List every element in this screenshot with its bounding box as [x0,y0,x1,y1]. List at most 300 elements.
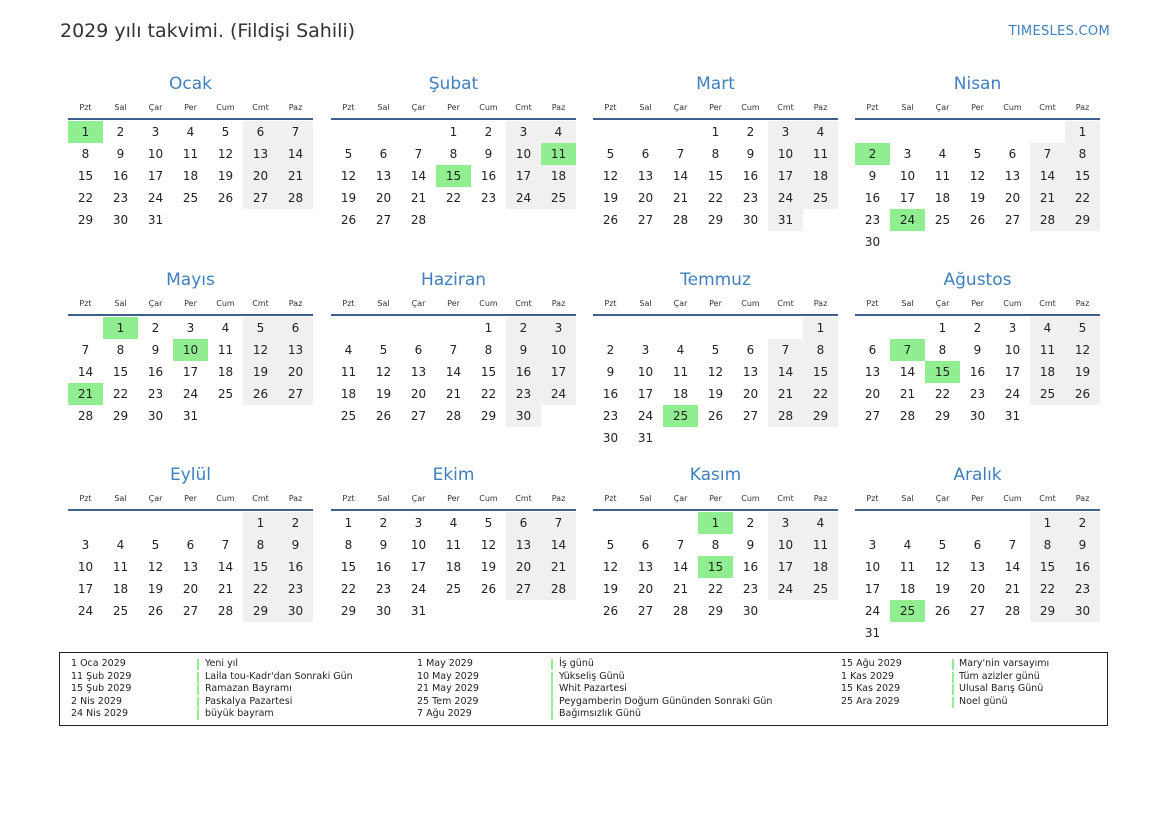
day-cell: 12 [375,365,392,379]
day-cell: 18 [541,165,576,187]
weekday-header: Cum [1003,103,1022,112]
day-cell: 15 [803,361,838,383]
day-cell: 25 [934,213,951,227]
weekday-header: Per [184,103,197,112]
day-cell: 25 [340,409,357,423]
day-cell: 2 [278,512,313,534]
weekday-header: Sal [114,494,127,503]
day-cell: 15 [1065,165,1100,187]
day-cell: 20 [637,191,654,205]
month-divider [855,314,1100,316]
weekday-header: Per [709,103,722,112]
day-cell: 16 [602,387,619,401]
day-cell: 14 [410,169,427,183]
day-cell: 20 [742,387,759,401]
weekday-header: Cum [216,494,235,503]
weekday-header: Paz [1075,299,1090,308]
day-cell: 10 [410,538,427,552]
weekday-header: Cmt [252,103,269,112]
day-cell: 20 [506,556,541,578]
day-cell: 13 [637,560,654,574]
day-cell: 9 [746,147,755,161]
day-cell: 7 [81,343,90,357]
day-cell: 12 [340,169,357,183]
weekday-header: Per [184,299,197,308]
weekday-header: Cmt [1039,494,1056,503]
weekday-header: Per [971,103,984,112]
day-cell: 23 [602,409,619,423]
day-cell: 9 [973,343,982,357]
day-cell: 12 [707,365,724,379]
day-cell: 17 [768,556,803,578]
day-cell: 5 [938,538,947,552]
day-cell: 29 [707,213,724,227]
legend-marker [197,697,199,708]
day-cell: 21 [768,383,803,405]
day-cell: 16 [1065,556,1100,578]
legend-date: 1 Oca 2029 [71,658,126,669]
day-cell: 21 [1004,582,1021,596]
day-cell: 19 [340,191,357,205]
day-cell: 18 [803,556,838,578]
day-cell: 31 [147,213,164,227]
day-cell: 7 [676,147,685,161]
weekday-header: Pzt [604,494,617,503]
day-cell: 6 [641,538,650,552]
day-cell: 31 [1004,409,1021,423]
day-cell: 19 [243,361,278,383]
day-cell: 24 [1004,387,1021,401]
day-cell: 28 [1030,209,1065,231]
legend-date: 25 Tem 2029 [417,695,479,707]
month-name: Eylül [169,465,212,485]
legend-date: 15 Şub 2029 [71,683,132,695]
day-cell: 4 [116,538,125,552]
day-cell: 12 [147,560,164,574]
day-cell: 25 [445,582,462,596]
day-cell: 6 [186,538,195,552]
day-cell: 20 [969,582,986,596]
day-cell: 6 [641,147,650,161]
day-cell: 25 [541,187,576,209]
day-cell: 7 [414,147,423,161]
day-cell: 11 [934,169,951,183]
day-cell: 27 [410,409,427,423]
day-cell: 26 [217,191,234,205]
day-cell: 13 [410,365,427,379]
day-cell: 22 [803,383,838,405]
day-cell: 3 [414,516,423,530]
legend-holiday-name: Ulusal Barış Günü [959,683,1044,695]
day-cell: 17 [768,165,803,187]
weekday-header: Paz [1075,103,1090,112]
day-cell: 21 [672,191,689,205]
day-cell: 30 [147,409,164,423]
weekday-header: Paz [813,299,828,308]
day-cell: 29 [934,409,951,423]
day-cell: 2 [379,516,388,530]
holiday-day-cell: 10 [173,339,208,361]
day-cell: 30 [742,604,759,618]
legend-holiday-name: Mary'nin varsayımı [959,658,1050,669]
day-cell: 2 [484,125,493,139]
weekday-header: Sal [901,494,914,503]
day-cell: 1 [1030,512,1065,534]
day-cell: 24 [637,409,654,423]
legend-holiday-name: Yeni yıl [205,658,238,669]
day-cell: 28 [77,409,94,423]
day-cell: 4 [803,512,838,534]
day-cell: 22 [934,387,951,401]
day-cell: 7 [1008,538,1017,552]
day-cell: 7 [278,121,313,143]
legend-marker [197,672,199,683]
legend-holiday-name: Laila tou-Kadr'dan Sonraki Gün [205,670,353,682]
weekday-header: Cmt [1039,299,1056,308]
day-cell: 2 [1065,512,1100,534]
day-cell: 14 [445,365,462,379]
month-divider [593,509,838,511]
day-cell: 29 [803,405,838,427]
day-cell: 10 [77,560,94,574]
day-cell: 26 [147,604,164,618]
day-cell: 23 [742,191,759,205]
day-cell: 15 [707,169,724,183]
weekday-header: Per [447,494,460,503]
day-cell: 30 [742,213,759,227]
day-cell: 3 [1008,321,1017,335]
day-cell: 8 [1065,143,1100,165]
day-cell: 8 [711,147,720,161]
brand-link[interactable]: TIMESLES.COM [1008,24,1110,39]
day-cell: 12 [480,538,497,552]
day-cell: 23 [375,582,392,596]
day-cell: 26 [1065,383,1100,405]
day-cell: 5 [484,516,493,530]
weekday-header: Cmt [252,299,269,308]
weekday-header: Cum [741,103,760,112]
holiday-day-cell: 21 [68,383,103,405]
day-cell: 30 [1065,600,1100,622]
day-cell: 29 [77,213,94,227]
month-name: Kasım [689,465,742,485]
legend-date: 2 Nis 2029 [71,695,122,707]
day-cell: 17 [77,582,94,596]
day-cell: 14 [768,361,803,383]
day-cell: 17 [410,560,427,574]
day-cell: 19 [602,582,619,596]
legend-holiday-name: Noel günü [959,695,1008,707]
day-cell: 25 [217,387,234,401]
day-cell: 6 [506,512,541,534]
holiday-day-cell: 1 [698,512,733,534]
weekday-header: Cmt [252,494,269,503]
day-cell: 5 [606,147,615,161]
weekday-header: Çar [673,494,688,503]
weekday-header: Cum [216,103,235,112]
day-cell: 27 [278,383,313,405]
day-cell: 14 [672,560,689,574]
day-cell: 31 [182,409,199,423]
day-cell: 19 [969,191,986,205]
day-cell: 8 [711,538,720,552]
weekday-header: Sal [639,299,652,308]
month-name: Aralık [953,465,1002,485]
holiday-day-cell: 25 [663,405,698,427]
day-cell: 2 [506,317,541,339]
day-cell: 9 [1065,534,1100,556]
day-cell: 11 [445,538,462,552]
holiday-day-cell: 7 [890,339,925,361]
weekday-header: Pzt [866,103,879,112]
day-cell: 22 [707,191,724,205]
day-cell: 13 [742,365,759,379]
day-cell: 19 [602,191,619,205]
day-cell: 19 [375,387,392,401]
day-cell: 26 [707,409,724,423]
day-cell: 22 [243,578,278,600]
weekday-header: Paz [288,103,303,112]
day-cell: 1 [484,321,493,335]
day-cell: 8 [116,343,125,357]
day-cell: 29 [243,600,278,622]
day-cell: 6 [1008,147,1017,161]
legend-date: 1 May 2029 [417,658,473,669]
weekday-header: Paz [1075,494,1090,503]
day-cell: 25 [1030,383,1065,405]
day-cell: 7 [449,343,458,357]
day-cell: 11 [803,143,838,165]
day-cell: 25 [182,191,199,205]
day-cell: 22 [480,387,497,401]
day-cell: 8 [803,339,838,361]
day-cell: 23 [147,387,164,401]
day-cell: 10 [147,147,164,161]
day-cell: 27 [506,578,541,600]
month-divider [68,118,313,120]
weekday-header: Per [971,299,984,308]
day-cell: 28 [217,604,234,618]
month-divider [331,118,576,120]
day-cell: 21 [1030,187,1065,209]
page-title: 2029 yılı takvimi. (Fildişi Sahili) [60,20,356,42]
weekday-header: Cmt [777,299,794,308]
day-cell: 27 [637,604,654,618]
day-cell: 13 [864,365,881,379]
day-cell: 20 [375,191,392,205]
day-cell: 26 [243,383,278,405]
day-cell: 28 [1004,604,1021,618]
day-cell: 20 [864,387,881,401]
day-cell: 9 [746,538,755,552]
day-cell: 3 [768,121,803,143]
day-cell: 10 [768,534,803,556]
weekday-header: Çar [411,494,426,503]
day-cell: 29 [112,409,129,423]
day-cell: 23 [480,191,497,205]
day-cell: 4 [344,343,353,357]
day-cell: 18 [899,582,916,596]
day-cell: 12 [934,560,951,574]
weekday-header: Cum [479,299,498,308]
day-cell: 19 [934,582,951,596]
day-cell: 13 [278,339,313,361]
legend-date: 11 Şub 2029 [71,670,132,682]
day-cell: 7 [221,538,230,552]
day-cell: 11 [182,147,199,161]
day-cell: 18 [803,165,838,187]
day-cell: 6 [379,147,388,161]
day-cell: 8 [243,534,278,556]
day-cell: 17 [899,191,916,205]
day-cell: 14 [1004,560,1021,574]
day-cell: 27 [1004,213,1021,227]
day-cell: 19 [147,582,164,596]
day-cell: 5 [221,125,230,139]
day-cell: 15 [243,556,278,578]
legend-marker [952,697,954,708]
legend-date: 1 Kas 2029 [841,670,895,682]
day-cell: 17 [541,361,576,383]
day-cell: 15 [112,365,129,379]
day-cell: 1 [344,516,353,530]
legend-date: 21 May 2029 [417,683,479,695]
weekday-header: Sal [639,103,652,112]
day-cell: 5 [344,147,353,161]
day-cell: 28 [278,187,313,209]
day-cell: 28 [672,604,689,618]
day-cell: 26 [340,213,357,227]
holiday-day-cell: 25 [890,600,925,622]
day-cell: 13 [182,560,199,574]
day-cell: 18 [112,582,129,596]
weekday-header: Cum [479,103,498,112]
day-cell: 24 [768,187,803,209]
day-cell: 22 [1065,187,1100,209]
day-cell: 22 [707,582,724,596]
day-cell: 2 [116,125,125,139]
legend-marker [551,709,553,720]
day-cell: 21 [672,582,689,596]
weekday-header: Pzt [604,103,617,112]
day-cell: 18 [445,560,462,574]
day-cell: 3 [903,147,912,161]
day-cell: 10 [864,560,881,574]
day-cell: 14 [899,365,916,379]
day-cell: 9 [116,147,125,161]
day-cell: 1 [711,125,720,139]
weekday-header: Paz [551,103,566,112]
day-cell: 20 [243,165,278,187]
day-cell: 24 [77,604,94,618]
legend-holiday-name: büyük bayram [205,708,274,720]
weekday-header: Cum [479,494,498,503]
day-cell: 16 [969,365,986,379]
day-cell: 31 [410,604,427,618]
weekday-header: Sal [901,299,914,308]
legend-holiday-name: Bağımsızlık Günü [559,708,642,720]
day-cell: 2 [606,343,615,357]
day-cell: 16 [742,560,759,574]
weekday-header: Per [447,103,460,112]
day-cell: 9 [606,365,615,379]
day-cell: 24 [506,187,541,209]
legend-marker [197,709,199,720]
day-cell: 13 [637,169,654,183]
day-cell: 7 [1030,143,1065,165]
day-cell: 21 [217,582,234,596]
day-cell: 23 [864,213,881,227]
day-cell: 4 [903,538,912,552]
day-cell: 8 [938,343,947,357]
day-cell: 26 [602,604,619,618]
weekday-header: Pzt [866,299,879,308]
legend-holiday-name: Paskalya Pazartesi [205,695,293,707]
day-cell: 28 [445,409,462,423]
day-cell: 11 [340,365,357,379]
day-cell: 27 [243,187,278,209]
month-divider [855,509,1100,511]
day-cell: 5 [606,538,615,552]
day-cell: 3 [81,538,90,552]
legend-holiday-name: Whit Pazartesi [559,683,627,695]
day-cell: 9 [484,147,493,161]
day-cell: 24 [541,383,576,405]
day-cell: 30 [506,405,541,427]
day-cell: 25 [803,578,838,600]
day-cell: 24 [768,578,803,600]
day-cell: 7 [768,339,803,361]
day-cell: 27 [375,213,392,227]
legend-marker [952,659,954,670]
day-cell: 3 [868,538,877,552]
weekday-header: Paz [551,299,566,308]
weekday-header: Per [971,494,984,503]
day-cell: 6 [973,538,982,552]
month-name: Ocak [169,74,212,94]
day-cell: 29 [1065,209,1100,231]
day-cell: 19 [1065,361,1100,383]
day-cell: 13 [969,560,986,574]
day-cell: 26 [969,213,986,227]
weekday-header: Pzt [79,299,92,308]
day-cell: 2 [746,516,755,530]
day-cell: 21 [541,556,576,578]
day-cell: 7 [541,512,576,534]
weekday-header: Çar [935,103,950,112]
day-cell: 1 [449,125,458,139]
day-cell: 30 [375,604,392,618]
day-cell: 20 [1004,191,1021,205]
weekday-header: Paz [288,299,303,308]
legend-marker [551,684,553,695]
day-cell: 29 [707,604,724,618]
weekday-header: Cum [741,299,760,308]
day-cell: 30 [278,600,313,622]
weekday-header: Per [184,494,197,503]
legend-holiday-name: Ramazan Bayramı [205,683,292,695]
day-cell: 6 [746,343,755,357]
day-cell: 1 [243,512,278,534]
legend-marker [952,684,954,695]
weekday-header: Cum [216,299,235,308]
weekday-header: Çar [411,299,426,308]
day-cell: 14 [672,169,689,183]
legend-date: 7 Ağu 2029 [417,708,472,720]
day-cell: 22 [445,191,462,205]
day-cell: 16 [112,169,129,183]
day-cell: 16 [742,169,759,183]
